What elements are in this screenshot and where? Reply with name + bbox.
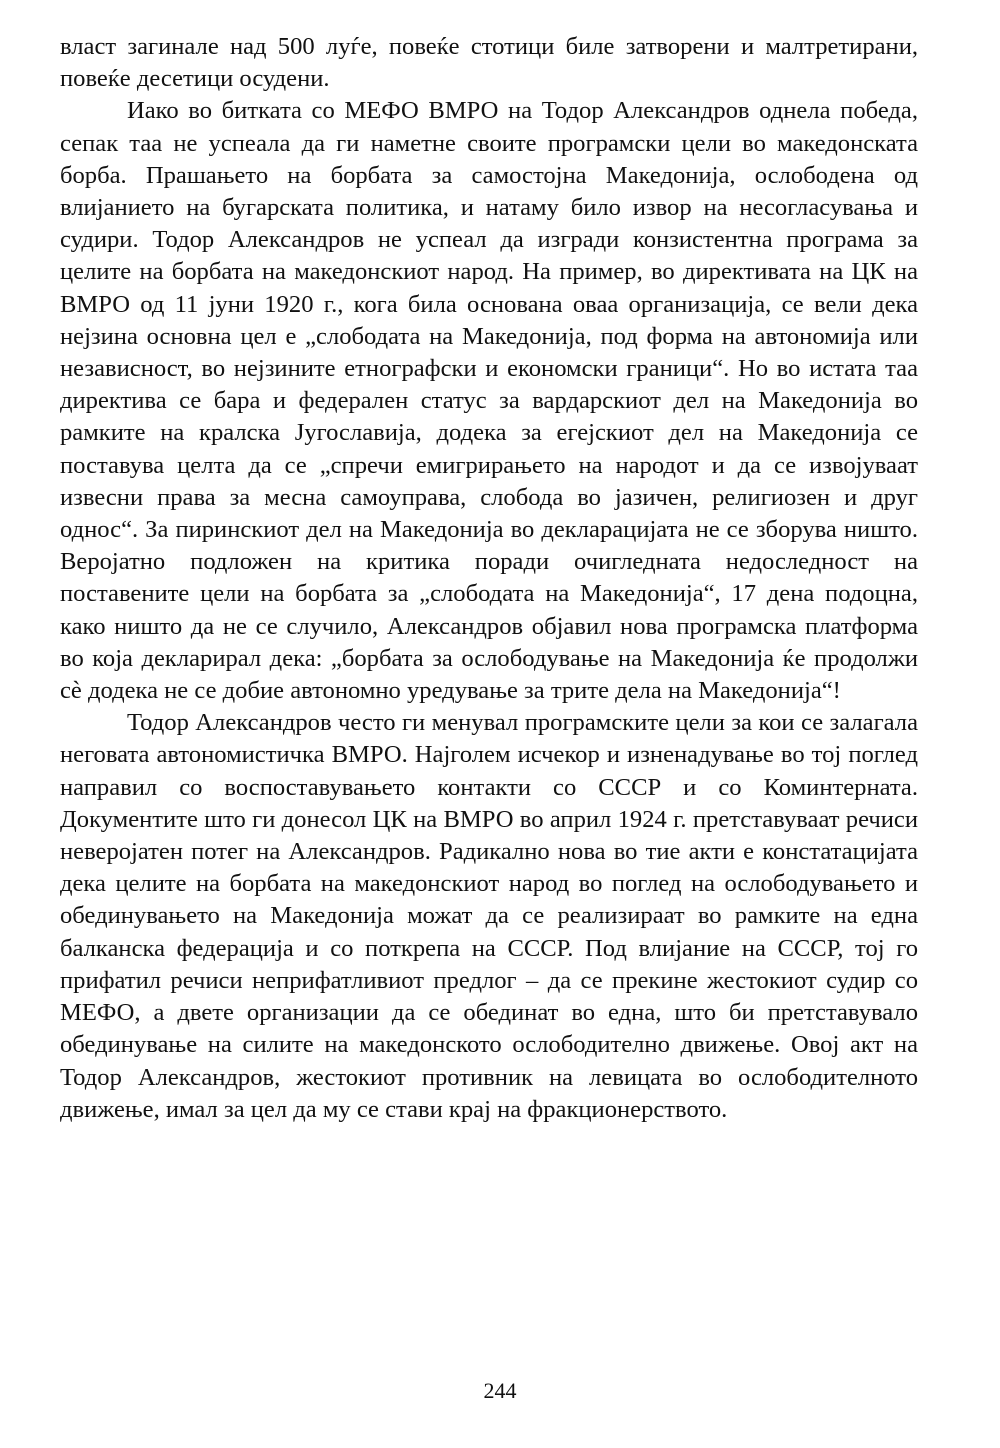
paragraph: Иако во битката со МЕФО ВМРО на Тодор Александров однела победа, сепак таа не успеала да ги наметне своите програмски цели во македонската борба. Прашањето на борбата за самостојна Македонија, ослободена од влијанието на бугарската политика, и натаму било извор на несогласувања и судири. Тодор Александров не успеал да изгради конзистентна програма за целите на борбата на македонскиот народ. На пример, во директивата на ЦК на ВМРО од 11 јуни 1920 г., кога била основана оваа организација, се вели дека нејзина основна цел е „слободата на Македонија, под форма на автономија или независност, во нејзините етнографски и економски граници“. Но во истата таа директива се бара и федерален статус за вардарскиот дел на Македонија во рамките на кралска Југославија, додека за егејскиот дел на Македонија се поставува целта да се „спречи емигрирањето на народот и да се извојуваат извесни права за месна самоуправа, слобода во јазичен, религиозен и друг однос“. За пиринскиот дел на Македонија во декларацијата не се зборува ништо. Веројатно подложен на критика поради очигледната недоследност на поставените цели на борбата за „слободата на Македонија“, 17 дена подоцна, како ништо да не се случило, Александров објавил нова програмска платформа во која декларирал дека: „борбата за ослободување на Македонија ќе продолжи сè додека не се добие автономно уредување за трите дела на Македонија“! — [60, 97, 918, 705]
paragraph: Тодор Александров често ги менувал програмските цели за кои се залагала неговата автономистичка ВМРО. Најголем исчекор и изненадување во тој поглед направил со воспоставувањето контакти со СССР и со Коминтерната. Документите што ги донесол ЦК на ВМРО во април 1924 г. претставуваат речиси неверојатен потег на Александров. Радикално нова во тие акти е констатацијата дека целите на борбата на македонскиот народ во поглед на ослободувањето и обединувањето на Македонија можат да се реализираат во рамките на една балканска федерација и со поткрепа на СССР. Под влијание на СССР, тој го прифатил речиси неприфатливиот предлог – да се прекине жестокиот судир со МЕФО, а двете организации да се обединат во една, што би претставувало обединување на силите на македонското ослободително движење. Овој акт на Тодор Александров, жестокиот противник на левицата во ослободителното движење, имал за цел да му се стави крај на фракционерството. — [60, 709, 918, 1123]
paragraph-continuation: власт загинале над 500 луѓе, повеќе стотици биле затворени и малтретирани, повеќе десетици осудени. — [60, 33, 918, 93]
page-number: 244 — [483, 1378, 517, 1403]
body-text — [60, 31, 918, 1126]
